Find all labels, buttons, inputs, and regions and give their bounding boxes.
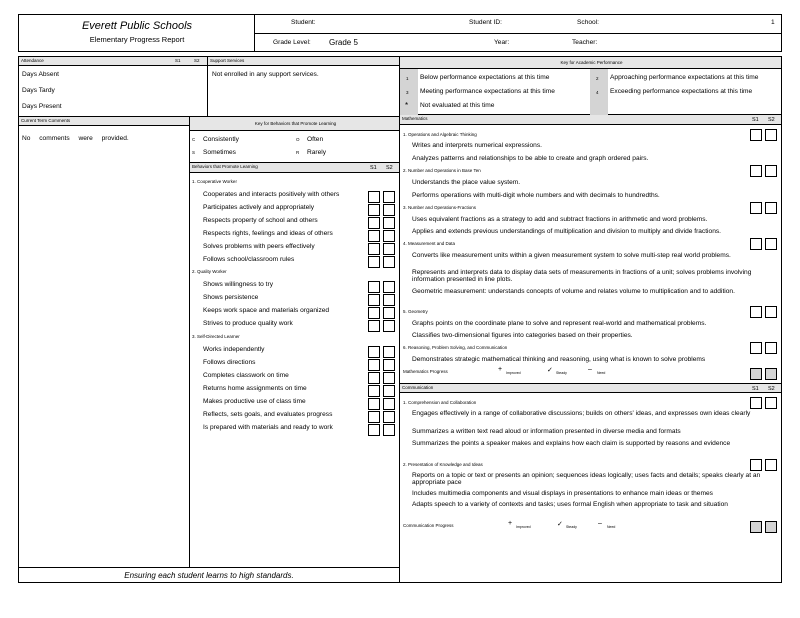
behavior-s1-box[interactable] bbox=[368, 424, 380, 436]
key-label-sometimes: Sometimes bbox=[203, 149, 236, 156]
key-code-o: O bbox=[296, 137, 300, 142]
behavior-s1-box[interactable] bbox=[368, 243, 380, 255]
attendance-row-absent: Days Absent bbox=[22, 71, 60, 78]
math-item: Understands the place value system. bbox=[412, 179, 521, 186]
behavior-item: Keeps work space and materials organized bbox=[203, 307, 330, 314]
behavior-item: Shows persistence bbox=[203, 294, 259, 301]
math-s2-box[interactable] bbox=[765, 238, 777, 250]
behavior-item: Participates actively and appropriately bbox=[203, 204, 315, 211]
comments-text: No comments were provided. bbox=[22, 135, 129, 142]
student-label: Student: bbox=[291, 19, 316, 26]
behavior-key-header: Key for Behaviors that Promote Learning bbox=[190, 117, 399, 131]
behavior-s2-box[interactable] bbox=[383, 346, 395, 358]
attendance-row-tardy: Days Tardy bbox=[22, 87, 55, 94]
math-s1-box[interactable] bbox=[750, 165, 762, 177]
steady-check-icon: ✓ bbox=[547, 367, 553, 374]
school-block bbox=[19, 15, 255, 51]
school-label: School: bbox=[577, 19, 599, 26]
communication-s2-box[interactable] bbox=[765, 397, 777, 409]
comments-section bbox=[19, 117, 190, 567]
math-progress-s2-box[interactable] bbox=[765, 368, 777, 380]
communication-progress-key: Improved bbox=[516, 525, 531, 529]
teacher-label: Teacher: bbox=[572, 39, 598, 46]
communication-progress-s1-box[interactable] bbox=[750, 521, 762, 533]
behavior-s2-box[interactable] bbox=[383, 359, 395, 371]
key-label-consistently: Consistently bbox=[203, 136, 239, 143]
grade-value: Grade 5 bbox=[329, 38, 358, 47]
math-item: Geometric measurement: understands concepts of volume and relates volume to multiplication and to addition. bbox=[412, 288, 735, 295]
behavior-s1-box[interactable] bbox=[368, 411, 380, 423]
math-item: Uses equivalent fractions as a strategy to add and subtract fractions in arithmetic and word problems. bbox=[412, 216, 708, 223]
math-header bbox=[400, 115, 781, 125]
math-s2-label: S2 bbox=[768, 117, 775, 123]
math-group-title: 2. Number and Operations in Base Ten bbox=[403, 168, 481, 173]
academic-key-label: Approaching performance expectations at this time bbox=[610, 74, 759, 81]
behavior-s1-box[interactable] bbox=[368, 217, 380, 229]
report-title: Elementary Progress Report bbox=[89, 35, 185, 44]
report-header bbox=[18, 14, 782, 52]
attendance-section bbox=[19, 57, 208, 117]
behavior-item: Respects property of school and others bbox=[203, 217, 318, 224]
behavior-s1-box[interactable] bbox=[368, 398, 380, 410]
academic-key-header: Key for Academic Performance bbox=[400, 57, 781, 69]
behavior-item: Makes productive use of class time bbox=[203, 398, 306, 405]
behavior-s2-box[interactable] bbox=[383, 230, 395, 242]
math-s2-box[interactable] bbox=[765, 306, 777, 318]
math-s1-box[interactable] bbox=[750, 202, 762, 214]
key-code-column bbox=[590, 69, 608, 115]
academic-code: 4 bbox=[596, 90, 599, 95]
communication-header bbox=[400, 383, 781, 393]
communication-item: Adapts speech to a variety of contexts and tasks; uses formal English when appropriate to task and situation bbox=[412, 501, 728, 508]
math-s2-box[interactable] bbox=[765, 165, 777, 177]
behavior-group-title: 2. Quality Worker bbox=[192, 269, 227, 274]
key-code-r: R bbox=[296, 150, 300, 155]
behavior-s2-box[interactable] bbox=[383, 307, 395, 319]
math-s1-label: S1 bbox=[752, 117, 759, 123]
academic-key-label: Not evaluated at this time bbox=[420, 102, 495, 109]
key-code-c: C bbox=[192, 137, 196, 142]
behavior-s2-box[interactable] bbox=[383, 398, 395, 410]
comments-header: Current Term Comments bbox=[19, 117, 189, 126]
support-header: Support Services bbox=[208, 57, 399, 66]
behavior-s1-box[interactable] bbox=[368, 281, 380, 293]
behavior-item: Works independently bbox=[203, 346, 265, 353]
behavior-s1-box[interactable] bbox=[368, 307, 380, 319]
grade-level-label: Grade Level: bbox=[273, 39, 311, 46]
behavior-s2-box[interactable] bbox=[383, 424, 395, 436]
behavior-s1-box[interactable] bbox=[368, 191, 380, 203]
key-code-column bbox=[400, 69, 418, 115]
math-group-title: 4. Measurement and Data bbox=[403, 241, 456, 246]
behavior-item: Respects rights, feelings and ideas of others bbox=[203, 230, 333, 237]
footer-motto: Ensuring each student learns to high standards. bbox=[124, 571, 294, 580]
key-label-rarely: Rarely bbox=[307, 149, 327, 156]
communication-progress-s2-box[interactable] bbox=[765, 521, 777, 533]
communication-item: Engages effectively in a range of collaborative discussions; builds on others' ideas, and expresses own ideas clearly bbox=[412, 410, 751, 417]
behavior-item: Strives to produce quality work bbox=[203, 320, 293, 327]
behavior-item: Is prepared with materials and ready to work bbox=[203, 424, 333, 431]
behavior-s2-box[interactable] bbox=[383, 385, 395, 397]
improved-symbol: + bbox=[498, 366, 503, 373]
communication-group-title: 1. Comprehension and Collaboration bbox=[403, 400, 477, 405]
behavior-s1-box[interactable] bbox=[368, 359, 380, 371]
school-name: Everett Public Schools bbox=[81, 20, 193, 32]
academic-key-label: Below performance expectations at this time bbox=[420, 74, 550, 81]
communication-progress-key: Steady bbox=[566, 525, 577, 529]
behavior-group-title: 1. Cooperative Worker bbox=[192, 179, 237, 184]
behavior-item: Follows directions bbox=[203, 359, 256, 366]
support-text: Not enrolled in any support services. bbox=[212, 71, 319, 78]
academic-code: * bbox=[405, 101, 409, 110]
footer bbox=[19, 567, 399, 582]
communication-s2-box[interactable] bbox=[765, 459, 777, 471]
behavior-s1-box[interactable] bbox=[368, 320, 380, 332]
behavior-item: Returns home assignments on time bbox=[203, 385, 307, 392]
math-progress-key: Steady bbox=[556, 371, 567, 375]
math-progress-key: Need bbox=[597, 371, 606, 375]
behavior-s2-box[interactable] bbox=[383, 320, 395, 332]
year-label: Year: bbox=[494, 39, 510, 46]
academic-key-label: Exceeding performance expectations at this time bbox=[610, 88, 753, 95]
behavior-s2-box[interactable] bbox=[383, 191, 395, 203]
behavior-s2-box[interactable] bbox=[383, 243, 395, 255]
behavior-s2-box[interactable] bbox=[383, 281, 395, 293]
math-group-title: 1. Operations and Algebraic Thinking bbox=[403, 132, 477, 137]
math-progress-s1-box[interactable] bbox=[750, 368, 762, 380]
steady-check-icon: ✓ bbox=[557, 521, 563, 528]
behaviors-header-label: Behaviors that Promote Learning bbox=[192, 164, 258, 169]
behavior-s1-box[interactable] bbox=[368, 385, 380, 397]
behaviors-s2-label: S2 bbox=[386, 165, 393, 171]
math-progress-key: Improved bbox=[506, 371, 521, 375]
math-s2-box[interactable] bbox=[765, 202, 777, 214]
communication-progress-label: Communication Progress bbox=[403, 523, 454, 528]
need-dash-symbol: – bbox=[588, 366, 592, 373]
math-s2-box[interactable] bbox=[765, 129, 777, 141]
academic-code: 2 bbox=[596, 76, 599, 81]
behaviors-header bbox=[190, 163, 399, 173]
student-id-label: Student ID: bbox=[469, 19, 502, 26]
communication-s1-label: S1 bbox=[752, 386, 759, 392]
behavior-item: Solves problems with peers effectively bbox=[203, 243, 315, 250]
communication-item: Summarizes a written text read aloud or information presented in diverse media and formats bbox=[412, 428, 681, 435]
math-s1-box[interactable] bbox=[750, 342, 762, 354]
behavior-item: Shows willingness to try bbox=[203, 281, 273, 288]
math-item: Applies and extends previous understandings of multiplication and division to multiply and divide fractions. bbox=[412, 228, 721, 235]
communication-s1-box[interactable] bbox=[750, 459, 762, 471]
page-number: 1 bbox=[771, 19, 775, 26]
key-code-s: S bbox=[192, 150, 196, 155]
communication-item: Reports on a topic or text or presents an opinion; sequences ideas logically; uses facts and details; speaks clearly at an appropriate pace bbox=[412, 472, 761, 487]
communication-item: Includes multimedia components and visual displays in presentations to enhance main ideas or themes bbox=[412, 490, 713, 497]
communication-header-label: Communication bbox=[402, 385, 434, 390]
math-s1-box[interactable] bbox=[750, 238, 762, 250]
math-progress-label: Mathematics Progress bbox=[403, 369, 448, 374]
communication-group-title: 2. Presentation of Knowledge and Ideas bbox=[403, 462, 483, 467]
math-group-title: 6. Reasoning, Problem Solving, and Communication bbox=[403, 345, 508, 350]
info-row-divider bbox=[255, 33, 781, 34]
behavior-item: Completes classwork on time bbox=[203, 372, 289, 379]
math-item: Writes and interprets numerical expressions. bbox=[412, 142, 542, 149]
improved-symbol: + bbox=[508, 520, 513, 527]
communication-item: Summarizes the points a speaker makes and explains how each claim is supported by reasons and evidence bbox=[412, 440, 731, 447]
behavior-s2-box[interactable] bbox=[383, 411, 395, 423]
communication-progress-key: Need bbox=[607, 525, 616, 529]
math-group-title: 3. Number and Operations-Fractions bbox=[403, 205, 477, 210]
behavior-s2-box[interactable] bbox=[383, 294, 395, 306]
math-item: Demonstrates strategic mathematical thinking and reasoning, using what is known to solve problems bbox=[412, 356, 706, 363]
behavior-s2-box[interactable] bbox=[383, 204, 395, 216]
attendance-header bbox=[19, 57, 207, 66]
math-s2-box[interactable] bbox=[765, 342, 777, 354]
key-label-often: Often bbox=[307, 136, 324, 143]
math-item: Represents and interprets data to display data sets of measurements in fractions of a unit; solves problems involving information presented in line plots. bbox=[412, 269, 752, 284]
math-s1-box[interactable] bbox=[750, 129, 762, 141]
behavior-s1-box[interactable] bbox=[368, 346, 380, 358]
academic-code: 3 bbox=[406, 90, 409, 95]
support-section bbox=[208, 57, 399, 117]
math-header-label: Mathematics bbox=[402, 116, 428, 121]
behavior-key-section bbox=[190, 117, 399, 163]
academic-key-section bbox=[400, 57, 781, 115]
academic-key-label: Meeting performance expectations at this time bbox=[420, 88, 555, 95]
behavior-item: Follows school/classroom rules bbox=[203, 256, 295, 263]
communication-s1-box[interactable] bbox=[750, 397, 762, 409]
behavior-s1-box[interactable] bbox=[368, 256, 380, 268]
math-item: Analyzes patterns and relationships to be able to create and graph ordered pairs. bbox=[412, 155, 649, 162]
communication-s2-label: S2 bbox=[768, 386, 775, 392]
attendance-header-label: Attendance bbox=[21, 58, 44, 63]
attendance-row-present: Days Present bbox=[22, 103, 62, 110]
behavior-item: Cooperates and interacts positively with others bbox=[203, 191, 340, 198]
behavior-item: Reflects, sets goals, and evaluates progress bbox=[203, 411, 333, 418]
math-group-title: 5. Geometry bbox=[403, 309, 428, 314]
math-item: Classifies two-dimensional figures into categories based on their properties. bbox=[412, 332, 633, 339]
column-divider bbox=[399, 56, 400, 583]
math-item: Graphs points on the coordinate plane to solve and represent real-world and mathematical problems. bbox=[412, 320, 707, 327]
academic-code: 1 bbox=[406, 76, 409, 81]
behavior-s1-box[interactable] bbox=[368, 372, 380, 384]
attendance-s1-label: S1 bbox=[175, 58, 181, 63]
behavior-s2-box[interactable] bbox=[383, 372, 395, 384]
behavior-s2-box[interactable] bbox=[383, 256, 395, 268]
math-item: Performs operations with multi-digit whole numbers and with decimals to hundredths. bbox=[412, 192, 660, 199]
math-item: Converts like measurement units within a given measurement system to solve multi-step real world problems. bbox=[412, 252, 731, 259]
math-s1-box[interactable] bbox=[750, 306, 762, 318]
need-dash-symbol: – bbox=[598, 520, 602, 527]
behavior-s1-box[interactable] bbox=[368, 204, 380, 216]
behaviors-s1-label: S1 bbox=[370, 165, 377, 171]
attendance-s2-label: S2 bbox=[194, 58, 200, 63]
behavior-s1-box[interactable] bbox=[368, 230, 380, 242]
behavior-s2-box[interactable] bbox=[383, 217, 395, 229]
behavior-group-title: 3. Self-Directed Learner bbox=[192, 334, 240, 339]
behavior-s1-box[interactable] bbox=[368, 294, 380, 306]
